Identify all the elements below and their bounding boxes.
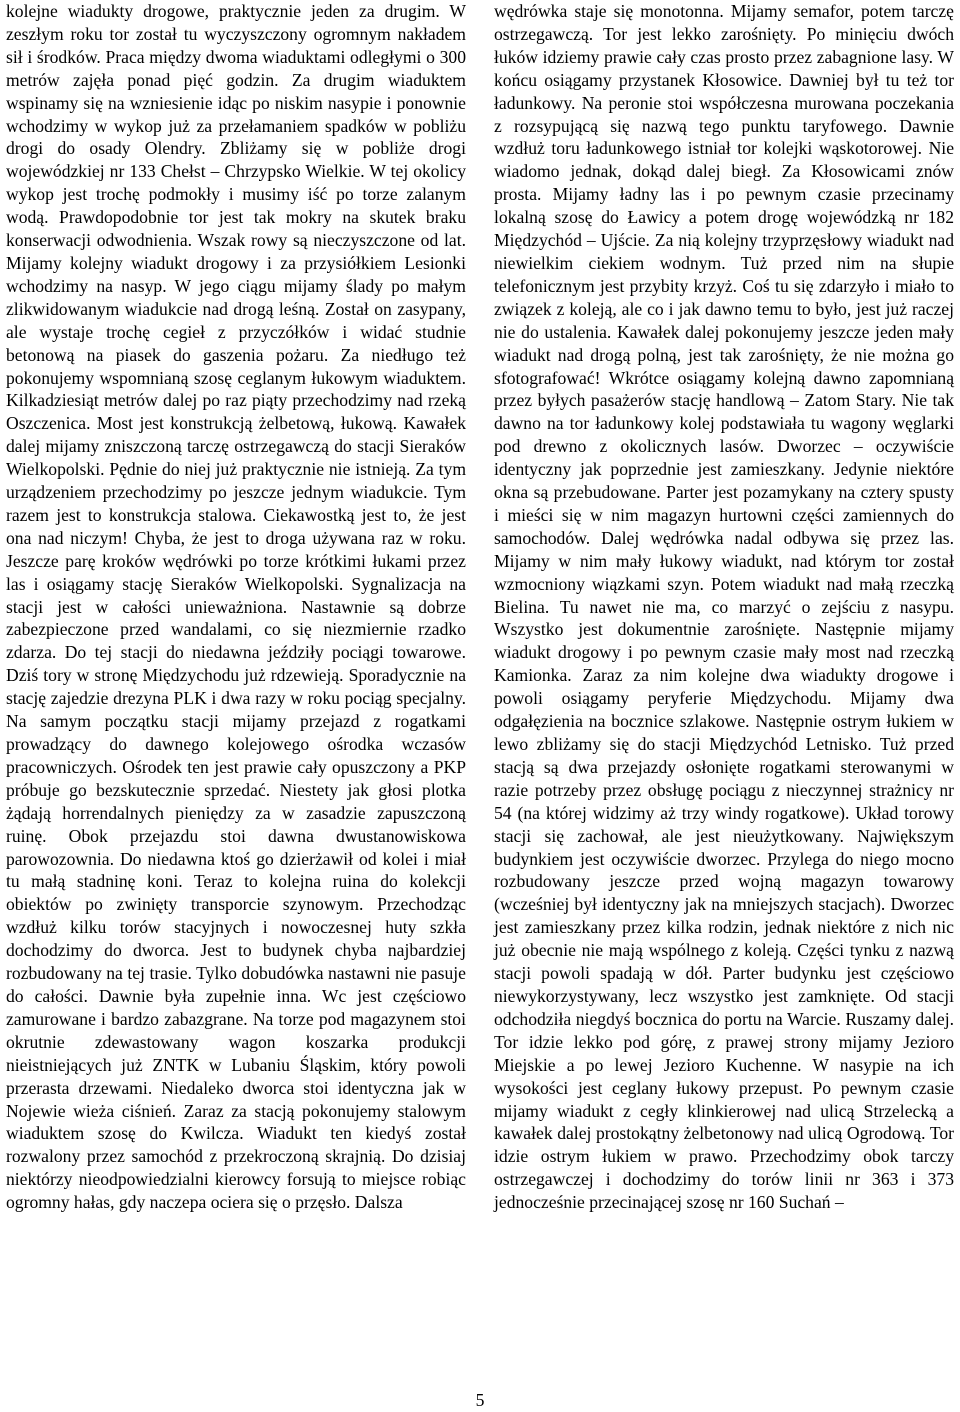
- left-text-column: [6, 0, 466, 1214]
- left-column-text: kolejne wiadukty drogowe, praktycznie jeden za drugim. W zeszłym roku tor został tu wyczyszczony ogromnym nakładem sił i środków. Praca między dwoma wiaduktami odległymi o 300 metrów zajęła ponad pięć godzin. Za drugim wiaduktem wspinamy się na wzniesienie idąc po niskim nasypie i ponownie wchodzimy w wykop już za przełamaniem spadków w pobliżu drogi do osady Olendry. Zbliżamy się w pobliże drogi wojewódzkiej nr 133 Chełst – Chrzypsko Wielkie. W tej okolicy wykop jest trochę podmokły i musimy iść po torze zalanym wodą. Prawdopodobnie tor jest tak mokry na skutek braku konserwacji odwodnienia. Wszak rowy są nieczyszczone od lat. Mijamy kolejny wiadukt drogowy i za przysiółkiem Lesionki wchodzimy na nasyp. W jego ciągu mijamy ślady po małym zlikwidowanym wiadukcie nad drogą leśną. Został on zasypany, ale wystaje trochę cegieł z przyczółków i widać studnie betonową na piasek do gaszenia pożaru. Za niedługo też pokonujemy wspomnianą szosę ceglanym łukowym wiaduktem. Kilkadziesiąt metrów dalej po raz piąty przechodzimy nad rzeką Oszczenica. Most jest konstrukcją żelbetową, łukową. Kawałek dalej mijamy zniszczoną tarczę ostrzegawczą do stacji Sieraków Wielkopolski. Pędnie do niej już praktycznie nie istnieją. Za tym urządzeniem przechodzimy po jeszcze jednym wiadukcie. Tym razem jest to konstrukcja stalowa. Ciekawostką jest to, że jest ona nad niczym! Chyba, że jest to droga używana raz w roku. Jeszcze parę kroków wędrówki po torze krótkimi łukami przez las i osiągamy stację Sieraków Wielkopolski. Sygnalizacja na stacji jest w całości unieważniona. Nastawnie są dobrze zabezpieczone przed wandalami, co się niezmiernie rzadko zdarza. Do tej stacji do niedawna jeździły pociągi towarowe. Dziś tory w stronę Międzychodu już rdzewieją. Sporadycznie na stację zajedzie drezyna PLK i dwa razy w roku pociąg specjalny. Na samym początku stacji mijamy przejazd z rogatkami prowadzący do dawnego kolejowego ośrodka wczasów pracowniczych. Ośrodek ten jest prawie cały opuszczony a PKP próbuje go bezskutecznie sprzedać. Niestety jak głosi plotka żądają horrendalnych pieniędzy za w zasadzie zapuszczoną ruinę. Obok przejazdu stoi dawna dwustanowiskowa parowozownia. Do niedawna ktoś go dzierżawił od kolei i miał tu małą stadninę koni. Teraz to kolejna ruina do kolekcji obiektów po zwinięty transporcie szynowym. Przechodząc wzdłuż kilku torów stacyjnych i nowoczesnej huty szkła dochodzimy do dworca. Jest to budynek chyba najbardziej rozbudowany na tej trasie. Tylko dobudówka nastawni nie pasuje do całości. Dawnie była zupełnie inna. Wc jest częściowo zamurowane i bardzo zabazgrane. Na torze pod magazynem stoi okrutnie zdewastowany wagon koszarka produkcji nieistniejących już ZNTK w Lubaniu Śląskim, który powoli przerasta drzewami. Niedaleko dworca stoi identyczna jak w Nojewie wieża ciśnień. Zaraz za stacją pokonujemy stalowym wiaduktem szosę do Kwilcza. Wiadukt ten kiedyś został rozwalony przez samochód z przekroczoną skrajnią. Do dzisiaj niektórzy nieodpowiedzialni kierowcy forsują to miejsce robiąc ogromny hałas, gdy naczepa ociera się o przęsło. Dalsza: [6, 1, 466, 1213]
- right-text-column: [494, 0, 954, 1214]
- page-number: 5: [475, 1390, 485, 1410]
- right-column-text: wędrówka staje się monotonna. Mijamy semafor, potem tarczę ostrzegawczą. Tor jest lekko zarośnięty. Po minięciu dwóch łuków idziemy prawie cały czas prosto przez zabagnione lasy. W końcu osiągamy przystanek Kłosowice. Dawniej był tu też tor ładunkowy. Na peronie stoi współczesna murowana poczekania z rozsypującą się nazwą tego punktu taryfowego. Dawnie wzdłuż toru ładunkowego istniał tor kolejki wąskotorowej. Nie wiadomo jednak, dokąd dalej biegł. Za Kłosowicami znów prosta. Mijamy ładny las i po pewnym czasie przecinamy lokalną szosę do Ławicy a potem drogę wojewódzką nr 182 Międzychód – Ujście. Za nią kolejny trzyprzęsłowy wiadukt nad niewielkim ciekiem wodnym. Tuż przed nim na słupie telefonicznym jest przybity krzyż. Coś tu się zdarzyło i miało to związek z koleją, ale co i jak dawno temu to było, jest już raczej nie do ustalenia. Kawałek dalej pokonujemy jeszcze jeden mały wiadukt nad drogą polną, jest tak zarośnięty, że nie można go sfotografować! Wkrótce osiągamy kolejną dawno zapomnianą przez byłych pasażerów stację handlową – Zatom Stary. Nie tak dawno na tor ładunkowy kolej podstawiała tu wagony węglarki pod drewno z okolicznych lasów. Dworzec – oczywiście identyczny jak poprzednie jest zamieszkany. Jedynie niektóre okna są przebudowane. Parter jest pozamykany na cztery spusty i mieści się w nim magazyn hurtowni części zamiennych do samochodów. Dalej wędrówka nadal odbywa się przez las. Mijamy w nim mały łukowy wiadukt, nad którym tor został wzmocniony wiązkami szyn. Potem wiadukt nad małą rzeczką Bielina. Tu nawet nie ma, co marzyć o zejściu z nasypu. Wszystko jest dokumentnie zarośnięte. Następnie mijamy wiadukt drogowy i po pewnym czasie mały most nad rzeczką Kamionka. Zaraz za nim kolejne dwa wiadukty drogowe i powoli osiągamy peryferie Międzychodu. Mijamy dwa odgałęzienia na bocznice szlakowe. Następnie ostrym łukiem w lewo zbliżamy się do stacji Międzychód Letnisko. Tuż przed stacją są dwa przejazdy osłonięte rogatkami sterowanymi w razie potrzeby przez obsługę pociągu z nieczynnej strażnicy nr 54 (na której widzimy aż trzy windy rogatkowe). Układ torowy stacji się zachował, ale jest nieużytkowany. Największym budynkiem jest oczywiście dworzec. Przylega do niego mocno rozbudowany jeszcze przed wojną magazyn towarowy (wcześniej był identyczny jak na mniejszych stacjach). Dworzec jest zamieszkany przez kilka rodzin, jednak niektóre z nich nic już obecnie nie mają wspólnego z koleją. Części tynku z nazwą stacji powoli spadają w dół. Parter budynku jest częściowo niewykorzystywany, lecz wszystko jest zamknięte. Od stacji odchodziła niegdyś bocznica do portu na Warcie. Ruszamy dalej. Tor idzie lekko pod górę, z prawej strony mijamy Jezioro Miejskie a po lewej Jezioro Kuchenne. W nasypie na ich wysokości jest ceglany łukowy przepust. Po pewnym czasie mijamy wiadukt z cegły klinkierowej nad ulicą Strzelecką a kawałek dalej prostokątny żelbetonowy nad ulicą Ogrodową. Tor idzie ostrym łukiem w prawo. Przechodzimy obok tarczy ostrzegawczej i dochodzimy do torów linii nr 363 i 373 jednocześnie przecinającej szosę nr 160 Suchań –: [494, 1, 954, 1213]
